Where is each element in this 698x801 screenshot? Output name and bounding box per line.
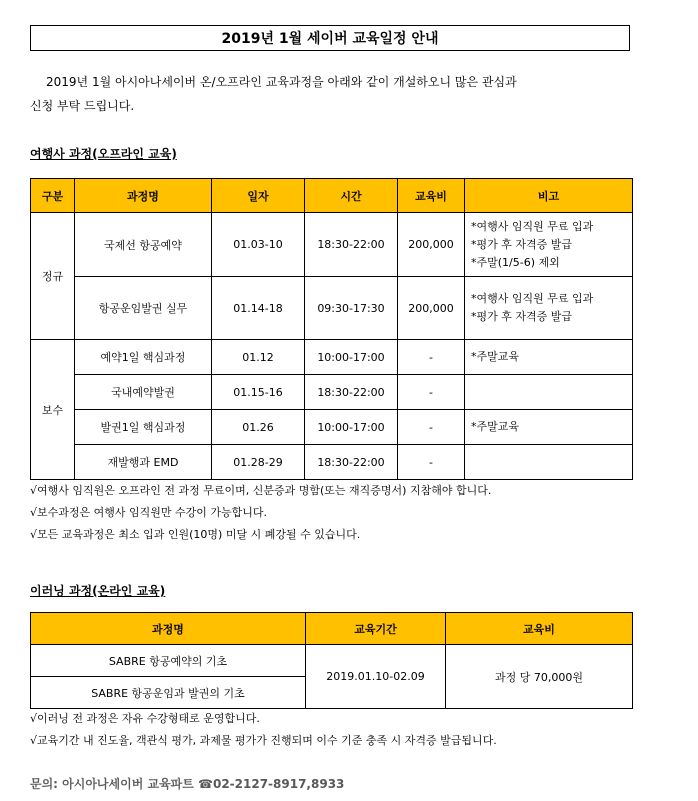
- table-row: [31, 410, 633, 445]
- course-cell: 항공운임발권 실무: [75, 277, 212, 340]
- fee-cell: 200,000: [398, 277, 465, 340]
- table-row: [31, 375, 633, 410]
- fee-cell: -: [398, 340, 465, 375]
- page-title: [30, 25, 630, 51]
- header-fee: 교육비: [398, 179, 465, 213]
- notes-cell: [465, 277, 633, 340]
- header-category: 구분: [31, 179, 75, 213]
- notes-cell: *주말교육: [465, 410, 633, 445]
- category-cell: 정규: [31, 213, 75, 340]
- time-cell: 18:30-22:00: [305, 445, 398, 480]
- header-notes: 비고: [465, 179, 633, 213]
- note-line: *평가 후 자격증 발급: [471, 237, 572, 251]
- date-cell: 01.15-16: [212, 375, 305, 410]
- note-line: *평가 후 자격증 발급: [471, 310, 572, 323]
- footnote: √보수과정은 여행사 임직원만 수강이 가능합니다.: [30, 506, 268, 519]
- course-cell: 예약1일 핵심과정: [75, 340, 212, 375]
- contact-info: 문의: 아시아나세이버 교육파트 ☎02-2127-8917,8933: [30, 777, 345, 791]
- header-date: 일자: [212, 179, 305, 213]
- intro-paragraph: [30, 70, 650, 118]
- course-cell: SABRE 항공운임과 발권의 기초: [31, 677, 306, 709]
- time-cell: 18:30-22:00: [305, 375, 398, 410]
- category-cell: 보수: [31, 340, 75, 480]
- fee-cell: -: [398, 445, 465, 480]
- header-time: 시간: [305, 179, 398, 213]
- online-course-table: [30, 612, 633, 709]
- course-cell: 국내예약발권: [75, 375, 212, 410]
- intro-line-1: 2019년 1월 아시아나세이버 온/오프라인 교육과정을 아래와 같이 개설하오니 많은 관심과: [46, 75, 517, 89]
- time-cell: 09:30-17:30: [305, 277, 398, 340]
- notes-cell: *주말교육: [465, 340, 633, 375]
- online-section-title: 이러닝 과정(온라인 교육): [30, 584, 166, 598]
- table-row: [31, 445, 633, 480]
- notes-cell: [465, 375, 633, 410]
- note-line: *주말(1/5-6) 제외: [471, 255, 560, 269]
- course-cell: SABRE 항공예약의 기초: [31, 645, 306, 677]
- offline-section-title: 여행사 과정(오프라인 교육): [30, 147, 177, 161]
- course-cell: 발권1일 핵심과정: [75, 410, 212, 445]
- header-course: 과정명: [31, 613, 306, 645]
- footnote: √이러닝 전 과정은 자유 수강형태로 운영합니다.: [30, 712, 260, 725]
- fee-cell: 200,000: [398, 213, 465, 277]
- fee-cell: 과정 당 70,000원: [446, 645, 633, 709]
- time-cell: 10:00-17:00: [305, 340, 398, 375]
- fee-cell: -: [398, 410, 465, 445]
- footnote: √교육기간 내 진도율, 객관식 평가, 과제물 평가가 진행되며 이수 기준 충족 시 자격증 발급됩니다.: [30, 734, 497, 747]
- period-cell: 2019.01.10-02.09: [306, 645, 446, 709]
- course-cell: 재발행과 EMD: [75, 445, 212, 480]
- date-cell: 01.12: [212, 340, 305, 375]
- date-cell: 01.26: [212, 410, 305, 445]
- intro-line-2: 신청 부탁 드립니다.: [30, 99, 135, 113]
- table-row: [31, 645, 633, 677]
- online-header-row: [31, 613, 633, 645]
- fee-cell: -: [398, 375, 465, 410]
- time-cell: 10:00-17:00: [305, 410, 398, 445]
- header-course: 과정명: [75, 179, 212, 213]
- page-title-text: 2019년 1월 세이버 교육일정 안내: [221, 31, 439, 47]
- footnote: √모든 교육과정은 최소 입과 인원(10명) 미달 시 폐강될 수 있습니다.: [30, 528, 361, 541]
- table-row: [31, 213, 633, 277]
- date-cell: 01.28-29: [212, 445, 305, 480]
- note-line: *여행사 임직원 무료 입과: [471, 292, 594, 305]
- notes-cell: [465, 445, 633, 480]
- footnote: √여행사 임직원은 오프라인 전 과정 무료이며, 신분증과 명함(또는 재직증명서) 지참해야 합니다.: [30, 484, 492, 497]
- date-cell: 01.14-18: [212, 277, 305, 340]
- header-period: 교육기간: [306, 613, 446, 645]
- table-row: [31, 277, 633, 340]
- note-line: *여행사 임직원 무료 입과: [471, 219, 594, 233]
- notes-cell: [465, 213, 633, 277]
- date-cell: 01.03-10: [212, 213, 305, 277]
- course-cell: 국제선 항공예약: [75, 213, 212, 277]
- header-fee: 교육비: [446, 613, 633, 645]
- online-footnotes: [30, 708, 497, 752]
- table-row: [31, 340, 633, 375]
- offline-header-row: [31, 179, 633, 213]
- offline-footnotes: [30, 480, 491, 546]
- offline-schedule-table: [30, 178, 633, 480]
- time-cell: 18:30-22:00: [305, 213, 398, 277]
